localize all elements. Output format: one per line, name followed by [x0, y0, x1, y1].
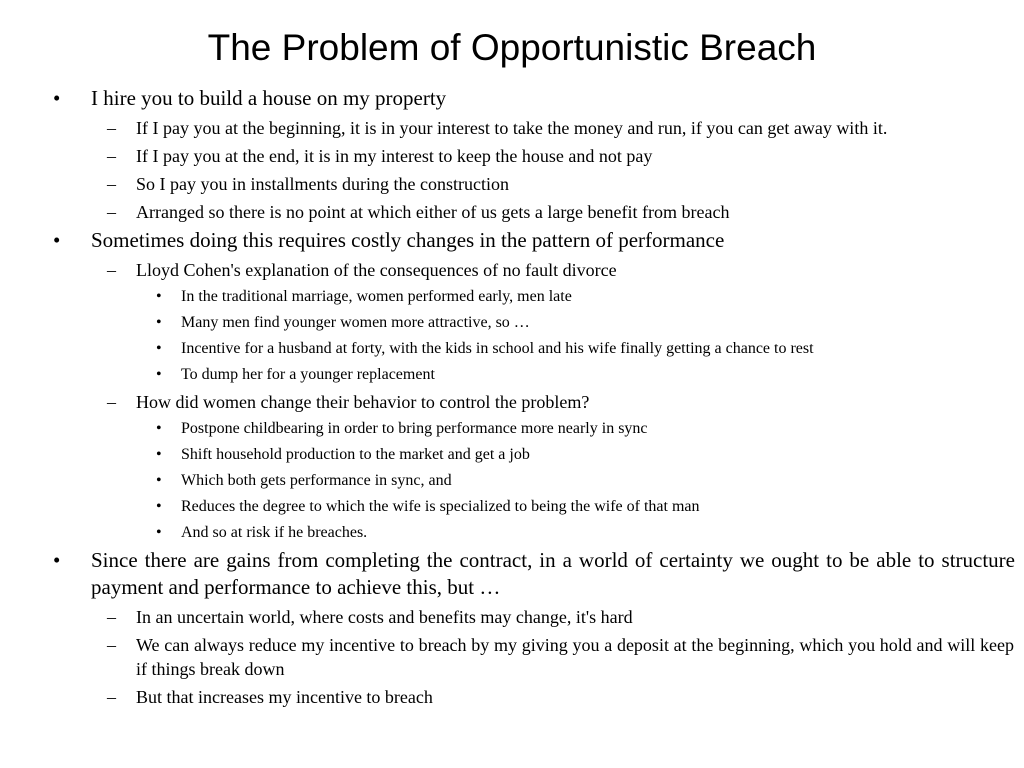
bullet-text: And so at risk if he breaches. [181, 524, 368, 541]
bullet-item-level-3 [156, 312, 1014, 334]
bullet-item-level-3 [156, 338, 1014, 360]
bullet-text: Lloyd Cohen's explanation of the consequences of no fault divorce [136, 260, 617, 280]
bullet-item-level-3 [156, 418, 1014, 440]
bullet-text: Shift household production to the market and get a job [181, 446, 530, 463]
bullet-icon: • [53, 86, 61, 110]
bullet-item-level-2 [107, 144, 1014, 168]
bullet-text: We can always reduce my incentive to breach by my giving you a deposit at the beginning, which you hold and will keep if things break down [136, 635, 1014, 679]
bullet-text: Arranged so there is no point at which either of us gets a large benefit from breach [136, 202, 730, 222]
bullet-text: Which both gets performance in sync, and [181, 472, 452, 489]
bullet-item-level-2 [107, 390, 1014, 414]
bullet-icon: • [156, 340, 162, 357]
bullet-text: Incentive for a husband at forty, with the kids in school and his wife finally getting a chance to rest [181, 340, 814, 357]
dash-bullet-icon: – [107, 392, 116, 412]
slide-body [0, 82, 1024, 709]
bullet-item-level-2 [107, 172, 1014, 196]
bullet-icon: • [156, 288, 162, 305]
bullet-icon: • [53, 228, 61, 252]
bullet-text: Since there are gains from completing the contract, in a world of certainty we ought to be able to structure payment and performance to achieve this, but … [91, 548, 1015, 599]
bullet-item-level-1 [53, 547, 1015, 601]
bullet-item-level-2 [107, 633, 1014, 681]
bullet-item-level-2 [107, 685, 1014, 709]
bullet-item-level-3 [156, 496, 1014, 518]
bullet-item-level-3 [156, 364, 1014, 386]
bullet-icon: • [156, 314, 162, 331]
bullet-item-level-3 [156, 470, 1014, 492]
dash-bullet-icon: – [107, 202, 116, 222]
dash-bullet-icon: – [107, 174, 116, 194]
bullet-text: Many men find younger women more attractive, so … [181, 314, 530, 331]
bullet-icon: • [156, 472, 162, 489]
bullet-text: In the traditional marriage, women performed early, men late [181, 288, 572, 305]
dash-bullet-icon: – [107, 146, 116, 166]
bullet-icon: • [156, 420, 162, 437]
bullet-text: How did women change their behavior to control the problem? [136, 392, 590, 412]
bullet-text: Postpone childbearing in order to bring performance more nearly in sync [181, 420, 648, 437]
bullet-text: Sometimes doing this requires costly changes in the pattern of performance [91, 228, 725, 252]
bullet-item-level-2 [107, 116, 1014, 140]
dash-bullet-icon: – [107, 687, 116, 707]
dash-bullet-icon: – [107, 118, 116, 138]
bullet-item-level-2 [107, 258, 1014, 282]
bullet-text: If I pay you at the end, it is in my interest to keep the house and not pay [136, 146, 653, 166]
bullet-item-level-2 [107, 605, 1014, 629]
dash-bullet-icon: – [107, 607, 116, 627]
bullet-text: To dump her for a younger replacement [181, 366, 435, 383]
bullet-item-level-1 [53, 227, 1015, 254]
bullet-text: In an uncertain world, where costs and benefits may change, it's hard [136, 607, 633, 627]
bullet-icon: • [156, 524, 162, 541]
bullet-icon: • [156, 446, 162, 463]
bullet-item-level-3 [156, 444, 1014, 466]
bullet-icon: • [156, 366, 162, 383]
slide-title: The Problem of Opportunistic Breach [207, 27, 817, 68]
bullet-text: I hire you to build a house on my property [91, 86, 447, 110]
bullet-item-level-2 [107, 200, 1014, 224]
dash-bullet-icon: – [107, 260, 116, 280]
bullet-item-level-1 [53, 85, 1015, 112]
bullet-icon: • [53, 548, 61, 572]
bullet-text: Reduces the degree to which the wife is specialized to being the wife of that man [181, 498, 700, 515]
bullet-text: If I pay you at the beginning, it is in your interest to take the money and run, if you can get away with it. [136, 118, 888, 138]
bullet-icon: • [156, 498, 162, 515]
bullet-item-level-3 [156, 286, 1014, 308]
bullet-text: But that increases my incentive to breach [136, 687, 433, 707]
dash-bullet-icon: – [107, 635, 116, 655]
bullet-text: So I pay you in installments during the construction [136, 174, 509, 194]
bullet-item-level-3 [156, 522, 1014, 544]
